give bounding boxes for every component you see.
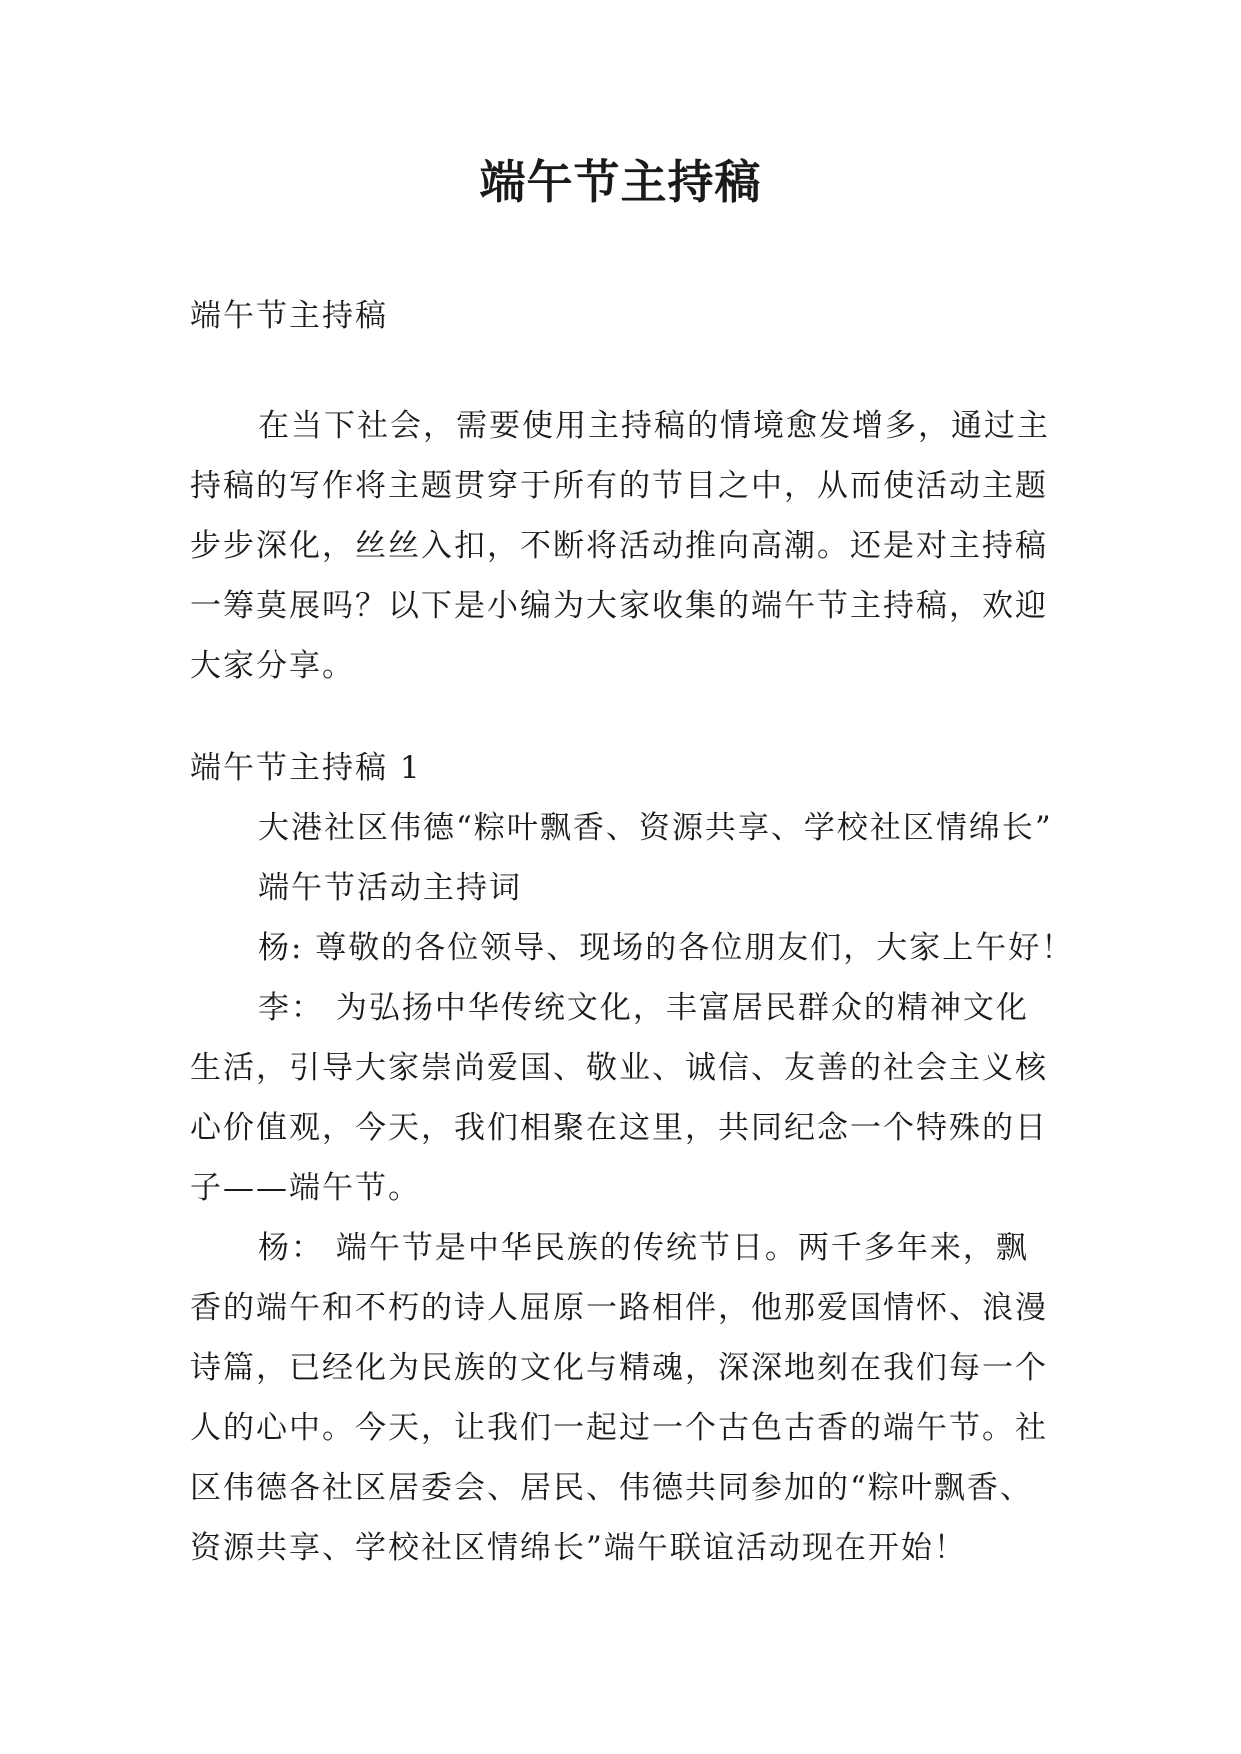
document-body bbox=[190, 286, 1075, 1578]
document-title: 端午节主持稿 bbox=[479, 155, 762, 209]
li-paragraph bbox=[190, 978, 1052, 1218]
dialogue-line: 生活，引导大家崇尚爱国、敬业、诚信、友善的社会主义核 bbox=[190, 1050, 1048, 1086]
dialogue-line: 李： 为弘扬中华传统文化，丰富居民群众的精神文化 bbox=[258, 990, 1029, 1026]
event-title-line: 大港社区伟德“粽叶飘香、资源共享、学校社区情绵长” bbox=[258, 810, 1053, 846]
intro-line: 持稿的写作将主题贯穿于所有的节目之中，从而使活动主题 bbox=[190, 468, 1048, 504]
spacer bbox=[190, 346, 1052, 396]
dialogue-line: 人的心中。今天，让我们一起过一个古色古香的端午节。社 bbox=[190, 1410, 1048, 1446]
dialogue-line: 香的端午和不朽的诗人屈原一路相伴，他那爱国情怀、浪漫 bbox=[190, 1290, 1048, 1326]
event-title bbox=[190, 798, 1052, 918]
intro-line: 在当下社会，需要使用主持稿的情境愈发增多，通过主 bbox=[258, 408, 1050, 444]
spacer bbox=[190, 696, 1052, 738]
dialogue-line: 心价值观，今天，我们相聚在这里，共同纪念一个特殊的日 bbox=[190, 1110, 1048, 1146]
dialogue-line: 诗篇，已经化为民族的文化与精魂，深深地刻在我们每一个 bbox=[190, 1350, 1048, 1386]
dialogue-line: 区伟德各社区居委会、居民、伟德共同参加的“粽叶飘香、 bbox=[190, 1470, 1033, 1506]
subtitle: 端午节主持稿 bbox=[190, 298, 388, 334]
section-heading: 端午节主持稿 1 bbox=[190, 750, 422, 786]
dialogue-line: 资源共享、学校社区情绵长”端午联谊活动现在开始！ bbox=[190, 1530, 967, 1566]
event-title-line: 端午节活动主持词 bbox=[258, 870, 522, 906]
intro-paragraph bbox=[190, 396, 1052, 696]
intro-line: 步步深化，丝丝入扣，不断将活动推向高潮。还是对主持稿 bbox=[190, 528, 1048, 564]
yang-paragraph bbox=[190, 1218, 1052, 1578]
dialogue-line: 杨: 尊敬的各位领导、现场的各位朋友们，大家上午好！ bbox=[258, 930, 1075, 966]
yang-greeting bbox=[190, 918, 1075, 978]
intro-line: 大家分享。 bbox=[190, 648, 355, 684]
dialogue-line: 杨： 端午节是中华民族的传统节日。两千多年来，飘 bbox=[258, 1230, 1029, 1266]
intro-line: 一筹莫展吗？以下是小编为大家收集的端午节主持稿，欢迎 bbox=[190, 588, 1048, 624]
dialogue-line: 子——端午节。 bbox=[190, 1170, 421, 1206]
